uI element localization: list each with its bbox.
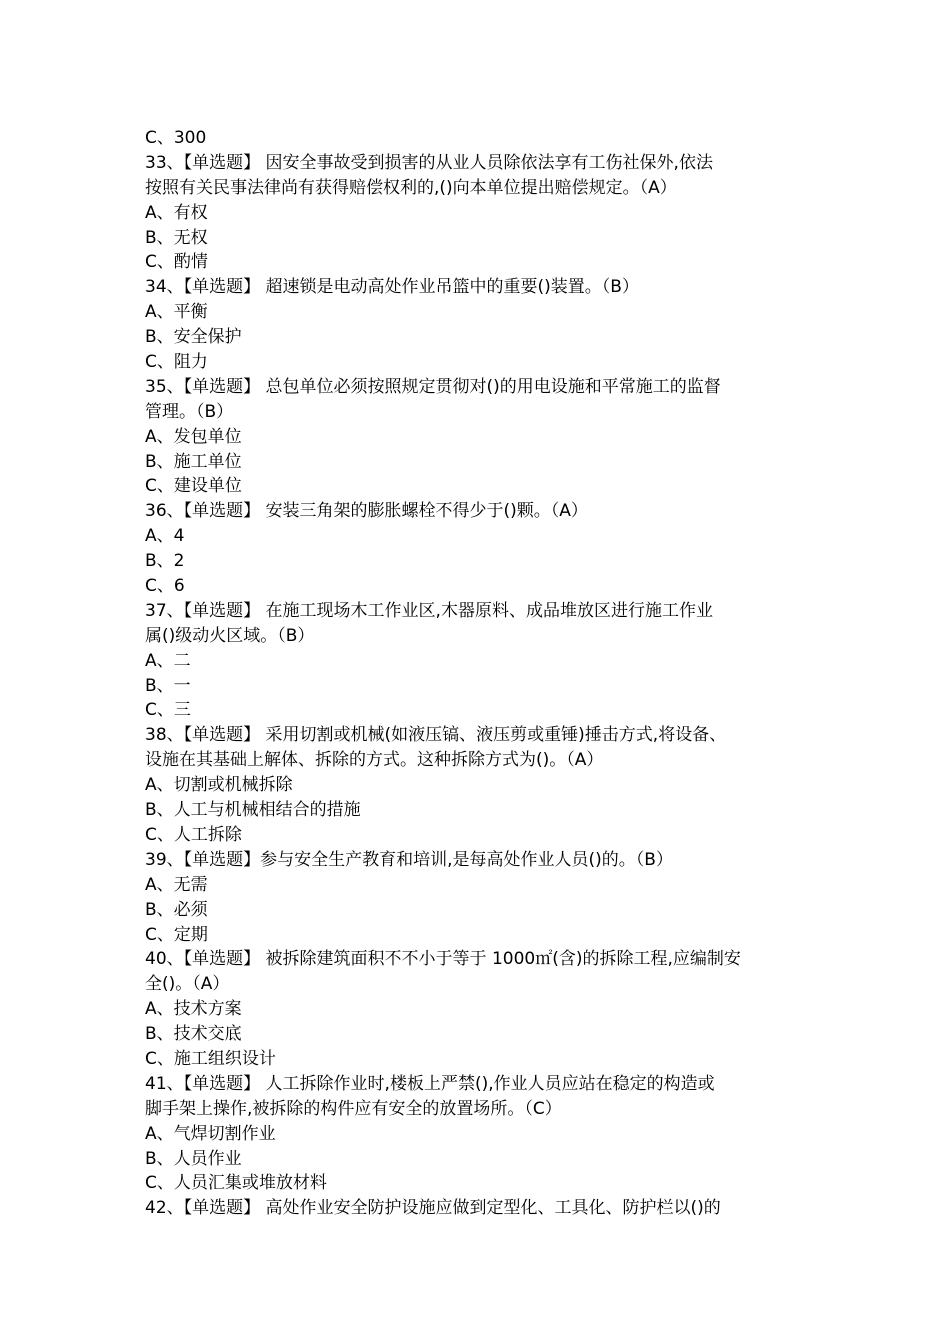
answer-option: C、三 — [145, 700, 191, 721]
answer-option: A、切割或机械拆除 — [145, 775, 293, 796]
answer-option: C、酌情 — [145, 252, 208, 273]
answer-option: C、6 — [145, 576, 185, 597]
question-stem: 42、【单选题】 高处作业安全防护设施应做到定型化、工具化、防护栏以()的 — [145, 1198, 721, 1219]
answer-option: C、建设单位 — [145, 476, 242, 497]
answer-option: A、平衡 — [145, 302, 208, 323]
answer-option: B、2 — [145, 551, 185, 572]
answer-option: C、定期 — [145, 924, 208, 945]
answer-option: B、无权 — [145, 227, 208, 248]
answer-option: B、安全保护 — [145, 327, 242, 348]
question-stem-continued: 管理。（B） — [145, 401, 234, 422]
question-stem: 38、【单选题】 采用切割或机械(如液压镐、液压剪或重锤)捶击方式,将设备、 — [145, 725, 727, 746]
answer-option: B、技术交底 — [145, 1024, 242, 1045]
question-stem-continued: 脚手架上操作,被拆除的构件应有安全的放置场所。（C） — [145, 1098, 562, 1119]
answer-option: B、人员作业 — [145, 1148, 242, 1169]
answer-option: C、阻力 — [145, 352, 208, 373]
question-stem: 41、【单选题】 人工拆除作业时,楼板上严禁(),作业人员应站在稳定的构造或 — [145, 1073, 715, 1094]
answer-option: A、无需 — [145, 874, 208, 895]
document-page — [145, 126, 810, 1221]
answer-option: B、一 — [145, 675, 191, 696]
answer-option: A、4 — [145, 526, 185, 547]
answer-option: A、发包单位 — [145, 426, 242, 447]
answer-option: A、气焊切割作业 — [145, 1123, 276, 1144]
question-stem: 36、【单选题】 安装三角架的膨胀螺栓不得少于()颗。（A） — [145, 501, 588, 522]
answer-option: A、二 — [145, 650, 191, 671]
answer-option: B、施工单位 — [145, 451, 242, 472]
answer-option: C、施工组织设计 — [145, 1048, 276, 1069]
answer-option: B、必须 — [145, 899, 208, 920]
answer-option: A、技术方案 — [145, 999, 242, 1020]
question-stem: 39、【单选题】参与安全生产教育和培训,是每高处作业人员()的。（B） — [145, 849, 673, 870]
question-stem-continued: 全()。（A） — [145, 974, 230, 995]
question-stem: 35、【单选题】 总包单位必须按照规定贯彻对()的用电设施和平常施工的监督 — [145, 376, 721, 397]
question-stem-continued: 按照有关民事法律尚有获得赔偿权利的,()向本单位提出赔偿规定。（A） — [145, 177, 677, 198]
answer-option: C、人员汇集或堆放材料 — [145, 1173, 327, 1194]
question-stem-continued: 属()级动火区域。（B） — [145, 625, 315, 646]
answer-option: C、人工拆除 — [145, 824, 242, 845]
question-stem: 37、【单选题】 在施工现场木工作业区,木器原料、成品堆放区进行施工作业 — [145, 600, 713, 621]
answer-option: B、人工与机械相结合的措施 — [145, 800, 361, 821]
question-stem: 33、【单选题】 因安全事故受到损害的从业人员除依法享有工伤社保外,依法 — [145, 152, 713, 173]
question-stem-continued: 设施在其基础上解体、拆除的方式。这种拆除方式为()。（A） — [145, 750, 604, 771]
answer-option: C、300 — [145, 128, 207, 148]
question-stem: 34、【单选题】 超速锁是电动高处作业吊篮中的重要()装置。（B） — [145, 277, 639, 298]
answer-option: A、有权 — [145, 202, 208, 223]
question-stem: 40、【单选题】 被拆除建筑面积不不小于等于 1000㎡(含)的拆除工程,应编制安 — [145, 949, 741, 970]
